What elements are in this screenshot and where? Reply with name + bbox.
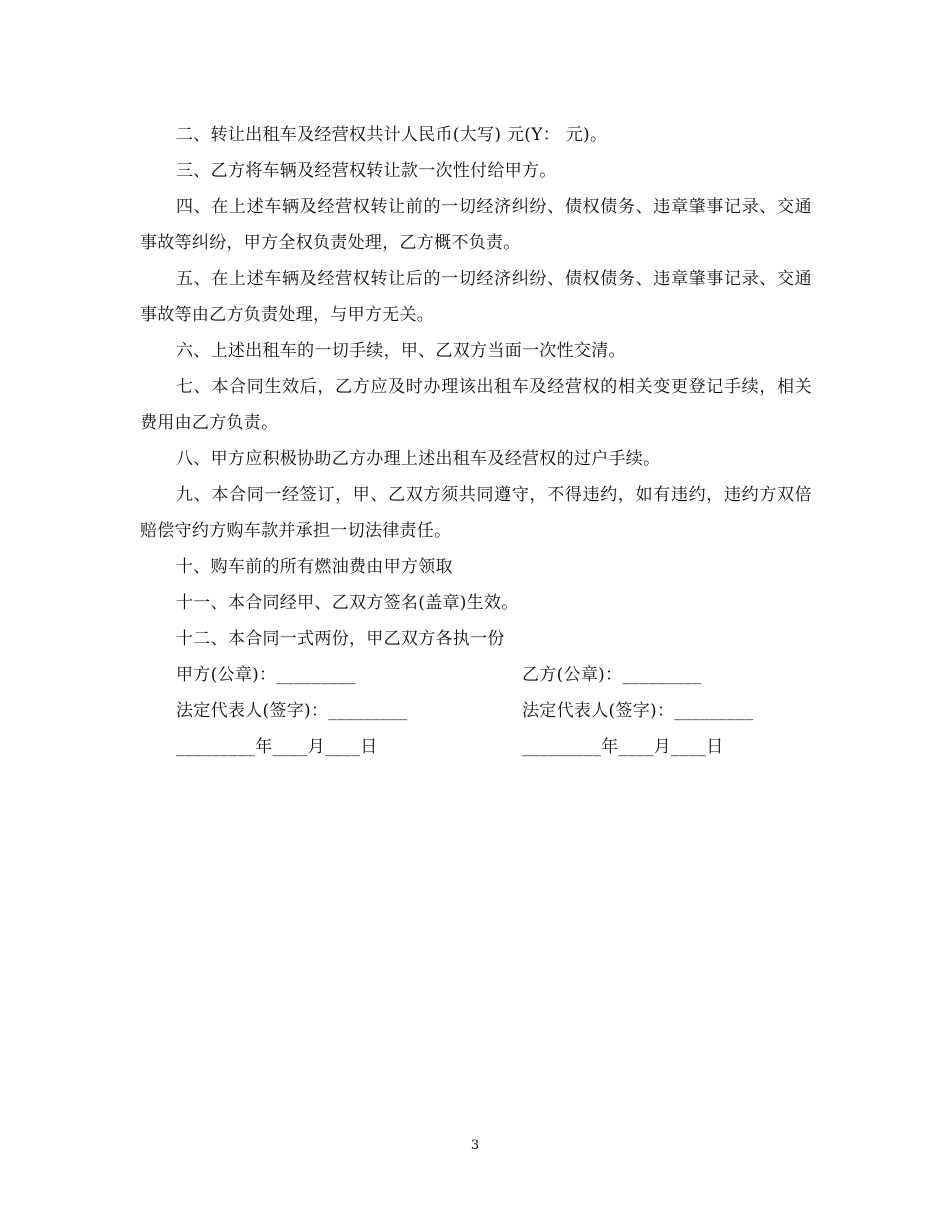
- clause-12: 十二、本合同一式两份，甲乙双方各执一份: [176, 629, 505, 649]
- party-b-date-line: _________年____月____日: [522, 737, 724, 757]
- party-a-representative-line: 法定代表人(签字)：_________: [176, 701, 408, 721]
- party-b-seal-line: 乙方(公章)：_________: [522, 665, 702, 685]
- page-number: 3: [470, 1138, 480, 1153]
- clause-11: 十一、本合同经甲、乙双方签名(盖章)生效。: [176, 593, 519, 613]
- clause-3: 三、乙方将车辆及经营权转让款一次性付给甲方。: [176, 161, 557, 181]
- party-a-seal-line: 甲方(公章)：_________: [176, 665, 356, 685]
- party-a-date-line: _________年____月____日: [176, 737, 378, 757]
- clause-10: 十、购车前的所有燃油费由甲方领取: [176, 557, 453, 577]
- signature-row-representative: [140, 693, 812, 729]
- clause-6: 六、上述出租车的一切手续，甲、乙双方当面一次性交清。: [176, 341, 626, 361]
- contract-body: [140, 117, 812, 765]
- signature-row-date: [140, 729, 812, 765]
- clause-5: 五、在上述车辆及经营权转让后的一切经济纠纷、债权债务、违章肇事记录、交通事故等由乙方负责处理，与甲方无关。: [140, 269, 812, 325]
- signature-row-seal: [140, 657, 812, 693]
- clause-9: 九、本合同一经签订，甲、乙双方须共同遵守，不得违约，如有违约，违约方双倍赔偿守约方购车款并承担一切法律责任。: [140, 485, 812, 541]
- clause-2: 二、转让出租车及经营权共计人民币(大写) 元(Y： 元)。: [176, 125, 608, 145]
- clause-4: 四、在上述车辆及经营权转让前的一切经济纠纷、债权债务、违章肇事记录、交通事故等纠纷，甲方全权负责处理，乙方概不负责。: [140, 197, 812, 253]
- clause-7: 七、本合同生效后，乙方应及时办理该出租车及经营权的相关变更登记手续，相关费用由乙方负责。: [140, 377, 812, 433]
- clause-8: 八、甲方应积极协助乙方办理上述出租车及经营权的过户手续。: [176, 449, 661, 469]
- party-b-representative-line: 法定代表人(签字)：_________: [522, 701, 754, 721]
